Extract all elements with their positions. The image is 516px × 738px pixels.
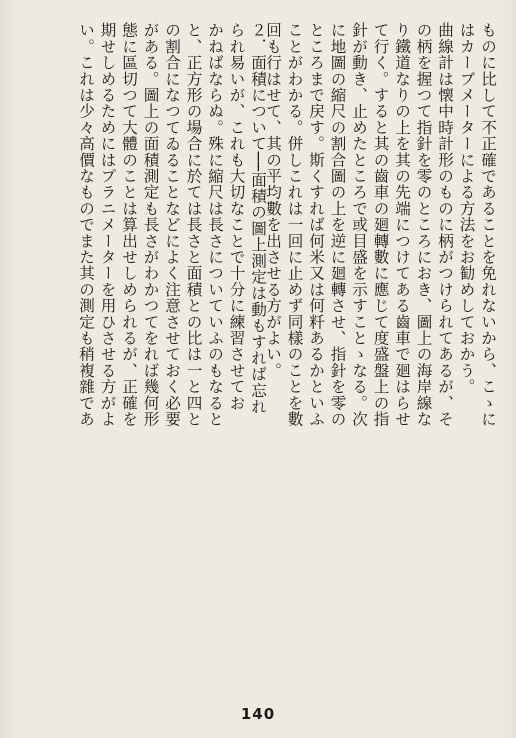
text-line: と、正方形の場合に於ては長さと面積との比は一と四と <box>184 22 203 427</box>
page-number: 140 <box>240 705 276 723</box>
text-line: ところまで戻す。斯くすれば何米又は何粁あるかといふ <box>307 22 325 427</box>
text-line: い。これは少々高價なものでまた其の測定も稍複雜であ <box>77 22 95 427</box>
text-line: ２．面積について──面積の圖上測定は動もすれば忘れ <box>249 22 267 415</box>
text-line: に地圖の縮尺の割合圖の上を逆に廻轉させ、指針を零の <box>328 22 347 427</box>
text-line: 針が動き、止めたところで或目盛を示すことゝなる。次 <box>350 22 368 427</box>
text-line: 回も行はせて、其の平均數を出させる方がよい。 <box>264 22 282 379</box>
text-column-right <box>264 22 498 682</box>
text-line: 期せしめるためにはプラニメーターを用ひさせる方がよ <box>98 22 117 427</box>
text-line: の割合になつてゐることなどによく注意させておく必要 <box>163 22 181 427</box>
text-line: がある。圖上の面積測定も長さがわかつてをれば幾何形 <box>141 22 160 427</box>
text-line: ものに比して不正確であることを免れないから、こゝに <box>479 22 497 427</box>
text-line: の柄を握つて指針を零のところにおき、圖上の海岸線な <box>414 22 433 427</box>
text-line: かねばならぬ。殊に縮尺は長さについていふのもなると <box>206 22 224 427</box>
text-line: り鐵道なりの上を其の先端につけてある齒車で廻はらせ <box>393 22 411 427</box>
text-line: はカーブメーターによる方法をお勧めしておかう。 <box>457 22 476 395</box>
text-line: て行く。すると其の齒車の廻轉數に應じて度盛盤上の指 <box>371 22 390 427</box>
text-line: られ易いが、これも大切なことで十分に練習させてお <box>227 22 246 411</box>
text-line: ことがわかる。併しこれは一回に止めず同樣のことを數 <box>285 22 304 427</box>
text-line: 態に區切つて大體のことは算出せしめられるが、正確を <box>120 22 138 427</box>
text-line: 曲線計は懐中時計形のものに柄がつけられてあるが、そ <box>436 22 454 427</box>
text-column-left <box>64 22 268 682</box>
